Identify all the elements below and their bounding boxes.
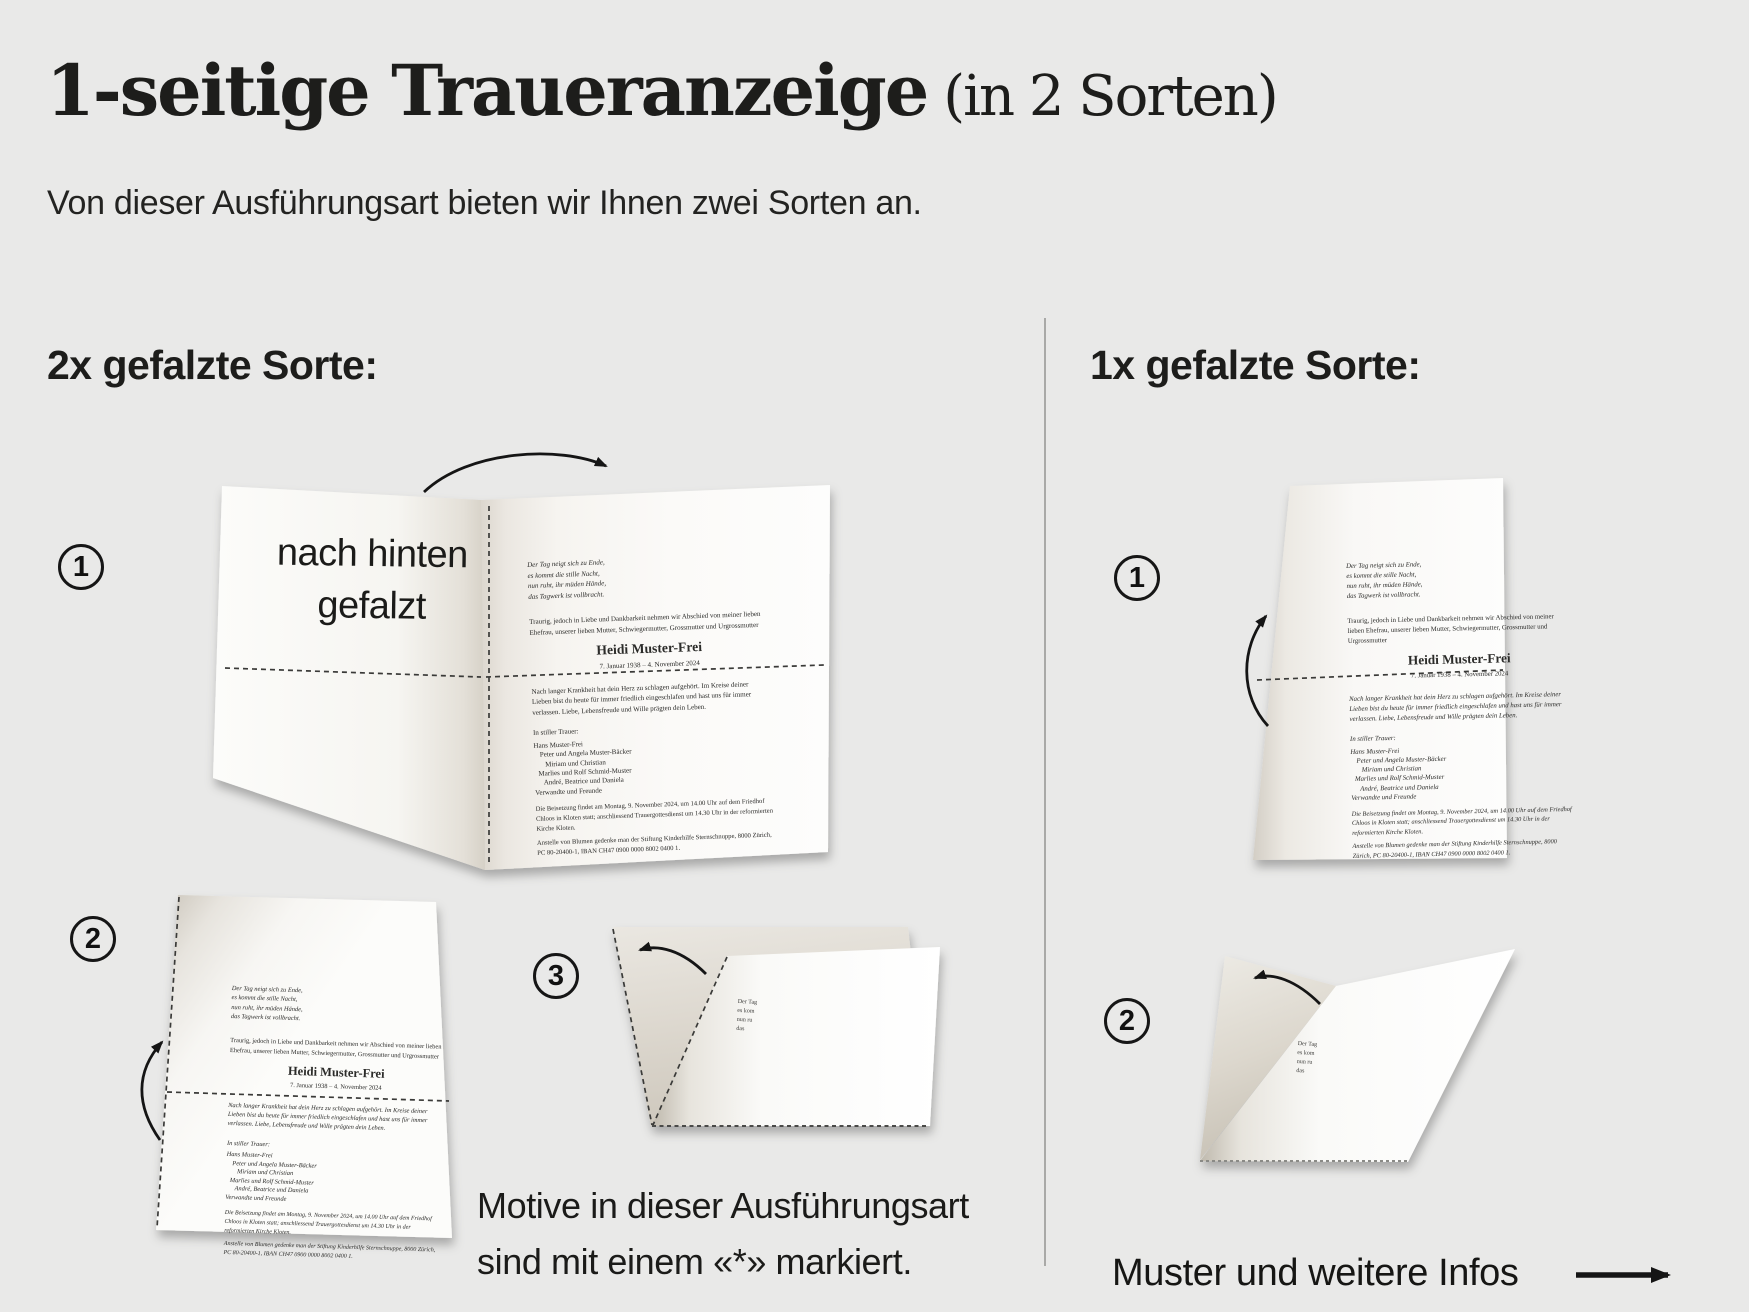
column-divider (1044, 318, 1046, 1266)
page-title-main: 1-seitige Traueranzeige (46, 49, 928, 132)
step-badge-left-3: 3 (533, 953, 579, 999)
step-badge-right-2: 2 (1104, 998, 1150, 1044)
mourner: Marlies und Rolf Schmid-Muster (1354, 774, 1445, 784)
donation-info: Anstelle von Blumen gedenke man der Stiftung Kinderhilfe Sternschnuppe, 8000 Zürich, PC 80-20400-1, IBAN CH47 0900 0000 8002 0400 1. (536, 831, 772, 857)
obituary-eulogy: Nach langer Krankheit hat dein Herz zu schlagen aufgehört. Im Kreise deiner Lieben bist du heute für immer friedlich eingeschlafen und hast uns für immer verlassen. Liebe, Lebensfreude und Wille prägten dein Leben. (531, 680, 752, 717)
mourning-label: In stiller Trauer: (532, 727, 579, 738)
mourner: André, Beatrice und Daniela (543, 776, 624, 788)
mourner: André, Beatrice und Daniela (234, 1185, 309, 1195)
poem-line: das Tagwerk ist vollbracht. (528, 589, 605, 601)
mourner: Verwandte und Freunde (534, 786, 603, 797)
snippet-line: das (736, 1025, 745, 1033)
folded-card-graphic (1200, 949, 1515, 1162)
mourner: Hans Muster-Frei (1350, 748, 1400, 757)
poem-line: das Tagwerk ist vollbracht. (230, 1013, 301, 1023)
mourners-list (225, 1151, 441, 1209)
snippet-line: es kom (1297, 1050, 1315, 1057)
folded-card-text-snippet (736, 998, 780, 1036)
obituary-intro: Traurig, jedoch in Liebe und Dankbarkeit nehmen wir Abschied von meiner lieben Ehefrau, unserer lieben Mutter, Schwiegermutter, Grossmutter und Urgrossmutter (1347, 613, 1554, 646)
mourning-label: In stiller Trauer: (1349, 735, 1396, 744)
poem-line: Der Tag neigt sich zu Ende, (527, 558, 605, 569)
deceased-name: Heidi Muster-Frei (287, 1063, 385, 1081)
obituary-lower-half (1349, 690, 1575, 861)
mourners-list (1350, 743, 1573, 803)
step-badge-left-1: 1 (58, 544, 104, 590)
mourner: Verwandte und Freunde (225, 1193, 287, 1203)
folded-card-text-snippet (1296, 1040, 1336, 1078)
funeral-info: Die Beisetzung findet am Montag, 9. November 2024, um 14.00 Uhr auf dem Friedhof Chloos in Kloten statt; anschliessend Trauergottesdienst um 14.30 Uhr in der reformierten Kirche Kloten. (1351, 805, 1572, 837)
snippet-line: Der Tag (1297, 1041, 1318, 1049)
obituary-poem (231, 984, 446, 1028)
motif-note (477, 1178, 969, 1290)
snippet-line: es kom (737, 1007, 755, 1015)
poem-line: das Tagwerk ist vollbracht. (1346, 591, 1421, 601)
fold-direction-label-line2: gefalzt (317, 584, 427, 629)
fold-arrow-icon (1247, 616, 1268, 726)
obituary-poem (527, 552, 766, 602)
obituary-eulogy: Nach langer Krankheit hat dein Herz zu schlagen aufgehört. Im Kreise deiner Lieben bist du heute für immer friedlich eingeschlafen und hast uns für immer verlassen. Liebe, Lebensfreude und Wille prägten dein Leben. (1349, 691, 1562, 724)
obituary-card-text (1346, 557, 1575, 861)
obituary-poem (1346, 557, 1569, 602)
obituary-card-text (527, 552, 775, 859)
poem-line: Der Tag neigt sich zu Ende, (1346, 561, 1422, 570)
mourner: Peter und Angela Muster-Bäcker (1356, 756, 1447, 766)
fold-arrow-icon (142, 1042, 162, 1140)
fold-arrow-icon (424, 454, 606, 492)
snippet-line: Der Tag (737, 998, 758, 1006)
section-heading-2x-gefalzt: 2x gefalzte Sorte: (47, 342, 378, 388)
mourner: Miriam und Christian (544, 758, 606, 769)
page-title (46, 49, 1277, 132)
mourning-label: In stiller Trauer: (226, 1139, 271, 1148)
funeral-info: Die Beisetzung findet am Montag, 9. November 2024, um 14.00 Uhr auf dem Friedhof Chloos in Kloten statt; anschliessend Trauergottesdienst um 14.30 Uhr in der reformierten Kirche Kloten. (535, 798, 774, 833)
mourner: Marlies und Rolf Schmid-Muster (229, 1176, 314, 1187)
fold-direction-label (249, 526, 494, 634)
life-dates: 7. Januar 1938 – 4. November 2024 (599, 659, 701, 672)
poem-line: nun ruht, ihr müden Hände, (527, 579, 607, 590)
page-title-paren: (in 2 Sorten) (943, 64, 1277, 129)
step-badge-right-1: 1 (1114, 555, 1160, 601)
donation-info: Anstelle von Blumen gedenke man der Stiftung Kinderhilfe Sternschnuppe, 8000 Zürich, PC 80-20400-1, IBAN CH47 0900 0000 8002 0400 1. (223, 1240, 436, 1260)
obituary-intro: Traurig, jedoch in Liebe und Dankbarkeit nehmen wir Abschied von meiner lieben Ehefrau, unserer lieben Mutter, Schwiegermutter, Grossmutter und Urgrossmutter (529, 609, 761, 637)
mourner: Marlies und Rolf Schmid-Muster (538, 766, 632, 778)
step-badge-left-2: 2 (70, 916, 116, 962)
snippet-line: nun ru (1296, 1059, 1313, 1066)
poem-line: es kommt die stille Nacht, (527, 568, 600, 580)
obituary-eulogy: Nach langer Krankheit hat dein Herz zu schlagen aufgehört. Im Kreise deiner Lieben bist du heute für immer friedlich eingeschlafen und hast uns für immer verlassen. Liebe, Lebensfreude und Wille prägten dein Leben. (227, 1101, 428, 1133)
page-subtitle: Von dieser Ausführungsart bieten wir Ihnen zwei Sorten an. (47, 184, 922, 222)
mourner: Peter und Angela Muster-Bäcker (539, 747, 632, 760)
mourner: Miriam und Christian (236, 1168, 294, 1178)
deceased-name: Heidi Muster-Frei (1407, 650, 1511, 668)
poem-line: Der Tag neigt sich zu Ende, (231, 984, 303, 995)
mourner: Hans Muster-Frei (226, 1150, 273, 1160)
obituary-intro: Traurig, jedoch in Liebe und Dankbarkeit nehmen wir Abschied von meiner lieben Ehefrau, unserer lieben Mutter, Schwiegermutter, Grossmutter und Urgrossmutter (229, 1037, 442, 1061)
motif-note-line2: sind mit einem «*» markiert. (477, 1240, 912, 1282)
mourners-list (533, 734, 773, 799)
obituary-lower-half (223, 1101, 442, 1264)
mourner: Peter und Angela Muster-Bäcker (232, 1159, 317, 1170)
poem-line: es kommt die stille Nacht, (231, 994, 298, 1004)
mourner: André, Beatrice und Daniela (1360, 783, 1439, 793)
mourner: Hans Muster-Frei (533, 740, 584, 750)
mourner: Verwandte und Freunde (1351, 793, 1417, 802)
donation-info: Anstelle von Blumen gedenke man der Stiftung Kinderhilfe Sternschnuppe, 8000 Zürich, PC 80-20400-1, IBAN CH47 0900 0000 8002 0400 1. (1352, 838, 1558, 860)
poem-line: es kommt die stille Nacht, (1346, 571, 1417, 581)
snippet-line: nun ru (736, 1016, 753, 1024)
obituary-lower-half (531, 679, 775, 859)
snippet-line: das (1296, 1067, 1305, 1075)
funeral-info: Die Beisetzung findet am Montag, 9. November 2024, um 14.00 Uhr auf dem Friedhof Chloos in Kloten statt; anschliessend Trauergottesdienst um 14.30 Uhr in der reformierten Kirche Kloten. (224, 1210, 432, 1237)
section-heading-1x-gefalzt: 1x gefalzte Sorte: (1090, 342, 1421, 388)
fold-direction-label-line1: nach hinten (276, 531, 469, 577)
more-info-link[interactable]: Muster und weitere Infos (1112, 1252, 1519, 1294)
deceased-name: Heidi Muster-Frei (596, 638, 703, 658)
life-dates: 7. Januar 1938 – 4. November 2024 (289, 1082, 382, 1093)
motif-note-line1: Motive in dieser Ausführungsart (477, 1185, 969, 1226)
obituary-card-text (223, 984, 445, 1264)
life-dates: 7. Januar 1938 – 4. November 2024 (1410, 670, 1509, 680)
poem-line: nun ruht, ihr müden Hände, (231, 1003, 303, 1013)
mourner: Miriam und Christian (1361, 765, 1422, 775)
poem-line: nun ruht, ihr müden Hände, (1346, 581, 1423, 591)
